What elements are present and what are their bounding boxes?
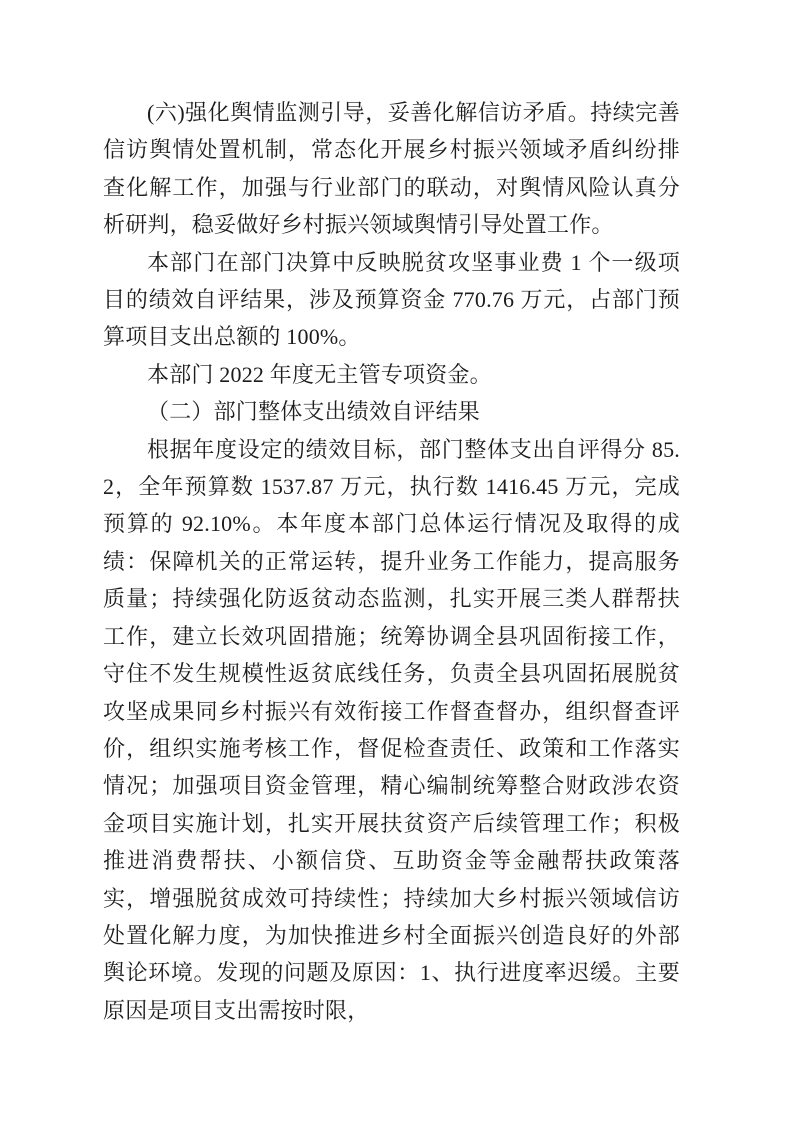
heading-overall-expenditure-result: （二）部门整体支出绩效自评结果 (147, 399, 481, 425)
para-overall-performance-detail: 根据年度设定的绩效目标，部门整体支出自评得分 85.2，全年预算数 1537.87 万元，执行数 1416.45 万元，完成预算的 92.10%。本年度本部门总体运行情况及取得的成绩：保障机关的正常运转，提升业务工作能力，提高服务质量；持续强化防返贫动态监测，扎实开展三类人群帮扶工作，建立长效巩固措施；统筹协调全县巩固衔接工作，守住不发生规模性返贫底线任务，负责全县巩固拓展脱贫攻坚成果同乡村振兴有效衔接工作督查督办，组织督查评价，组织实施考核工作，督促检查责任、政策和工作落实情况；加强项目资金管理，精心编制统筹整合财政涉农资金项目实施计划，扎实开展扶贫资产后续管理工作；积极推进消费帮扶、小额信贷、互助资金等金融帮扶政策落实，增强脱贫成效可持续性；持续加大乡村振兴领域信访处置化解力度，为加快推进乡村全面振兴创造良好的外部舆论环境。发现的问题及原因：1、执行进度率迟缓。主要原因是项目支出需按时限， (103, 436, 680, 1023)
document-body (103, 94, 680, 1029)
para-public-opinion-guidance: (六)强化舆情监测引导，妥善化解信访矛盾。持续完善信访舆情处置机制，常态化开展乡村振兴领域矛盾纠纷排查化解工作，加强与行业部门的联动，对舆情风险认真分析研判，稳妥做好乡村振兴领域舆情引导处置工作。 (103, 100, 680, 238)
para-project-self-evaluation: 本部门在部门决算中反映脱贫攻坚事业费 1 个一级项目的绩效自评结果，涉及预算资金 770.76 万元，占部门预算项目支出总额的 100%。 (103, 249, 680, 350)
para-no-special-funds: 本部门 2022 年度无主管专项资金。 (147, 361, 492, 387)
